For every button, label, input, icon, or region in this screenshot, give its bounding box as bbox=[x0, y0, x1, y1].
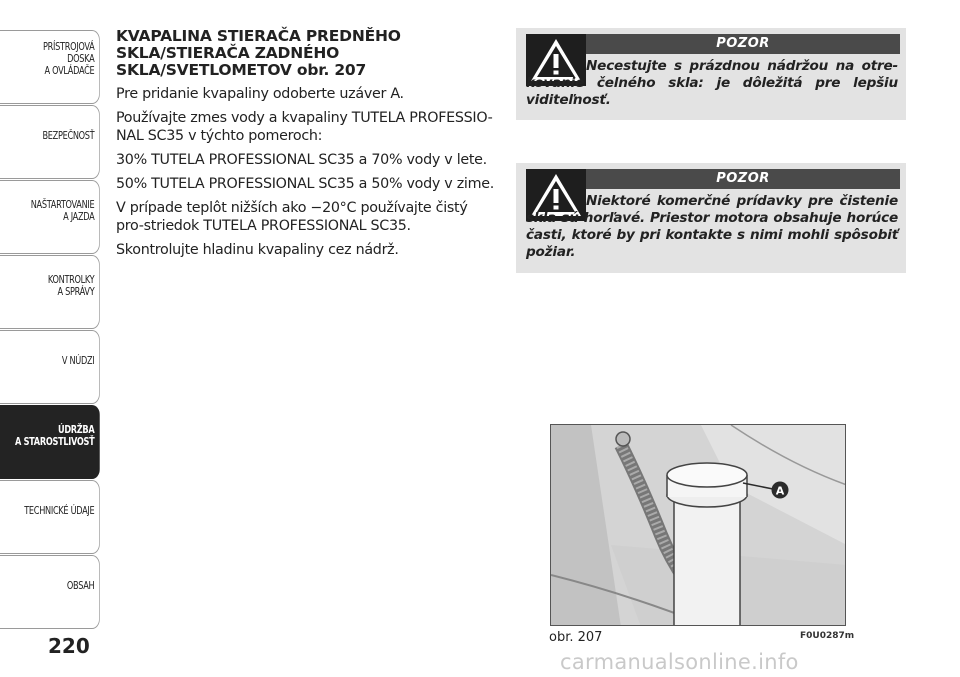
warning-label: POZOR bbox=[586, 34, 900, 54]
tab-label: PRÍSTROJOVÁ bbox=[43, 41, 95, 53]
figure-code: F0U0287m bbox=[800, 631, 855, 641]
tab-label: NAŠTARTOVANIE bbox=[30, 199, 95, 211]
tab-nastartovanie[interactable] bbox=[0, 180, 100, 254]
tab-label: OBSAH bbox=[66, 580, 95, 592]
tab-udrzba[interactable] bbox=[0, 405, 100, 479]
figure-caption: obr. 207 bbox=[549, 630, 603, 645]
tab-pristrojova-doska[interactable] bbox=[0, 30, 100, 104]
tab-bezpecnost[interactable] bbox=[0, 105, 100, 179]
tab-label: A OVLÁDAČE bbox=[44, 65, 95, 77]
tab-technicke-udaje[interactable] bbox=[0, 480, 100, 554]
tab-label: A SPRÁVY bbox=[57, 286, 95, 298]
tab-obsah[interactable] bbox=[0, 555, 100, 629]
tab-label: BEZPEČNOSŤ bbox=[42, 130, 95, 142]
figure-reference: obr. 207 bbox=[296, 61, 367, 79]
callout-a: A bbox=[775, 484, 785, 498]
warning-text: Necestujte s prázdnou nádržou na otre-kovanie čelného skla: je dôležitá pre lepšiu viditeľnosť. bbox=[526, 58, 898, 108]
tab-label: TECHNICKÉ ÚDAJE bbox=[24, 505, 95, 517]
tab-label: KONTROLKY bbox=[47, 274, 95, 286]
paragraph: Používajte zmes vody a kvapaliny TUTELA PROFESSIO-NAL SC35 v týchto pomeroch: bbox=[116, 110, 493, 144]
heading-line-text: SKLA/SVETLOMETOV bbox=[116, 61, 292, 79]
tab-label: ÚDRŽBA bbox=[57, 424, 95, 436]
watermark: carmanualsonline.info bbox=[560, 650, 799, 674]
heading-line bbox=[116, 62, 494, 79]
warning-text: Niektoré komerčné prídavky pre čistenie skla sú horľavé. Priestor motora obsahuje horúce časti, ktoré by pri kontakte s nimi mohli spôsobiť požiar. bbox=[526, 193, 898, 260]
section-heading bbox=[116, 28, 494, 79]
page-number: 220 bbox=[48, 634, 90, 658]
tab-label: A STAROSTLIVOSŤ bbox=[15, 436, 95, 448]
tab-kontrolky[interactable] bbox=[0, 255, 100, 329]
paragraph: V prípade teplôt nižších ako −20°C používajte čistý pro-striedok TUTELA PROFESSIONAL SC35. bbox=[116, 200, 468, 234]
paragraph: 30% TUTELA PROFESSIONAL SC35 a 70% vody v lete. bbox=[116, 152, 487, 168]
heading-line: KVAPALINA STIERAČA PREDNĚHO bbox=[116, 27, 401, 45]
tab-label: V NÚDZI bbox=[61, 355, 95, 367]
washer-reservoir-illustration bbox=[550, 424, 846, 626]
heading-line: SKLA/STIERAČA ZADNÉHO bbox=[116, 44, 340, 62]
tab-label: A JAZDA bbox=[63, 211, 95, 223]
tab-v-nudzi[interactable] bbox=[0, 330, 100, 404]
paragraph: 50% TUTELA PROFESSIONAL SC35 a 50% vody v zime. bbox=[116, 176, 494, 192]
main-text-column bbox=[116, 28, 494, 265]
tab-label: DOSKA bbox=[67, 53, 95, 65]
paragraph: Pre pridanie kvapaliny odoberte uzáver A. bbox=[116, 86, 404, 102]
warning-label: POZOR bbox=[586, 169, 900, 189]
paragraph: Skontrolujte hladinu kvapaliny cez nádrž. bbox=[116, 242, 399, 258]
